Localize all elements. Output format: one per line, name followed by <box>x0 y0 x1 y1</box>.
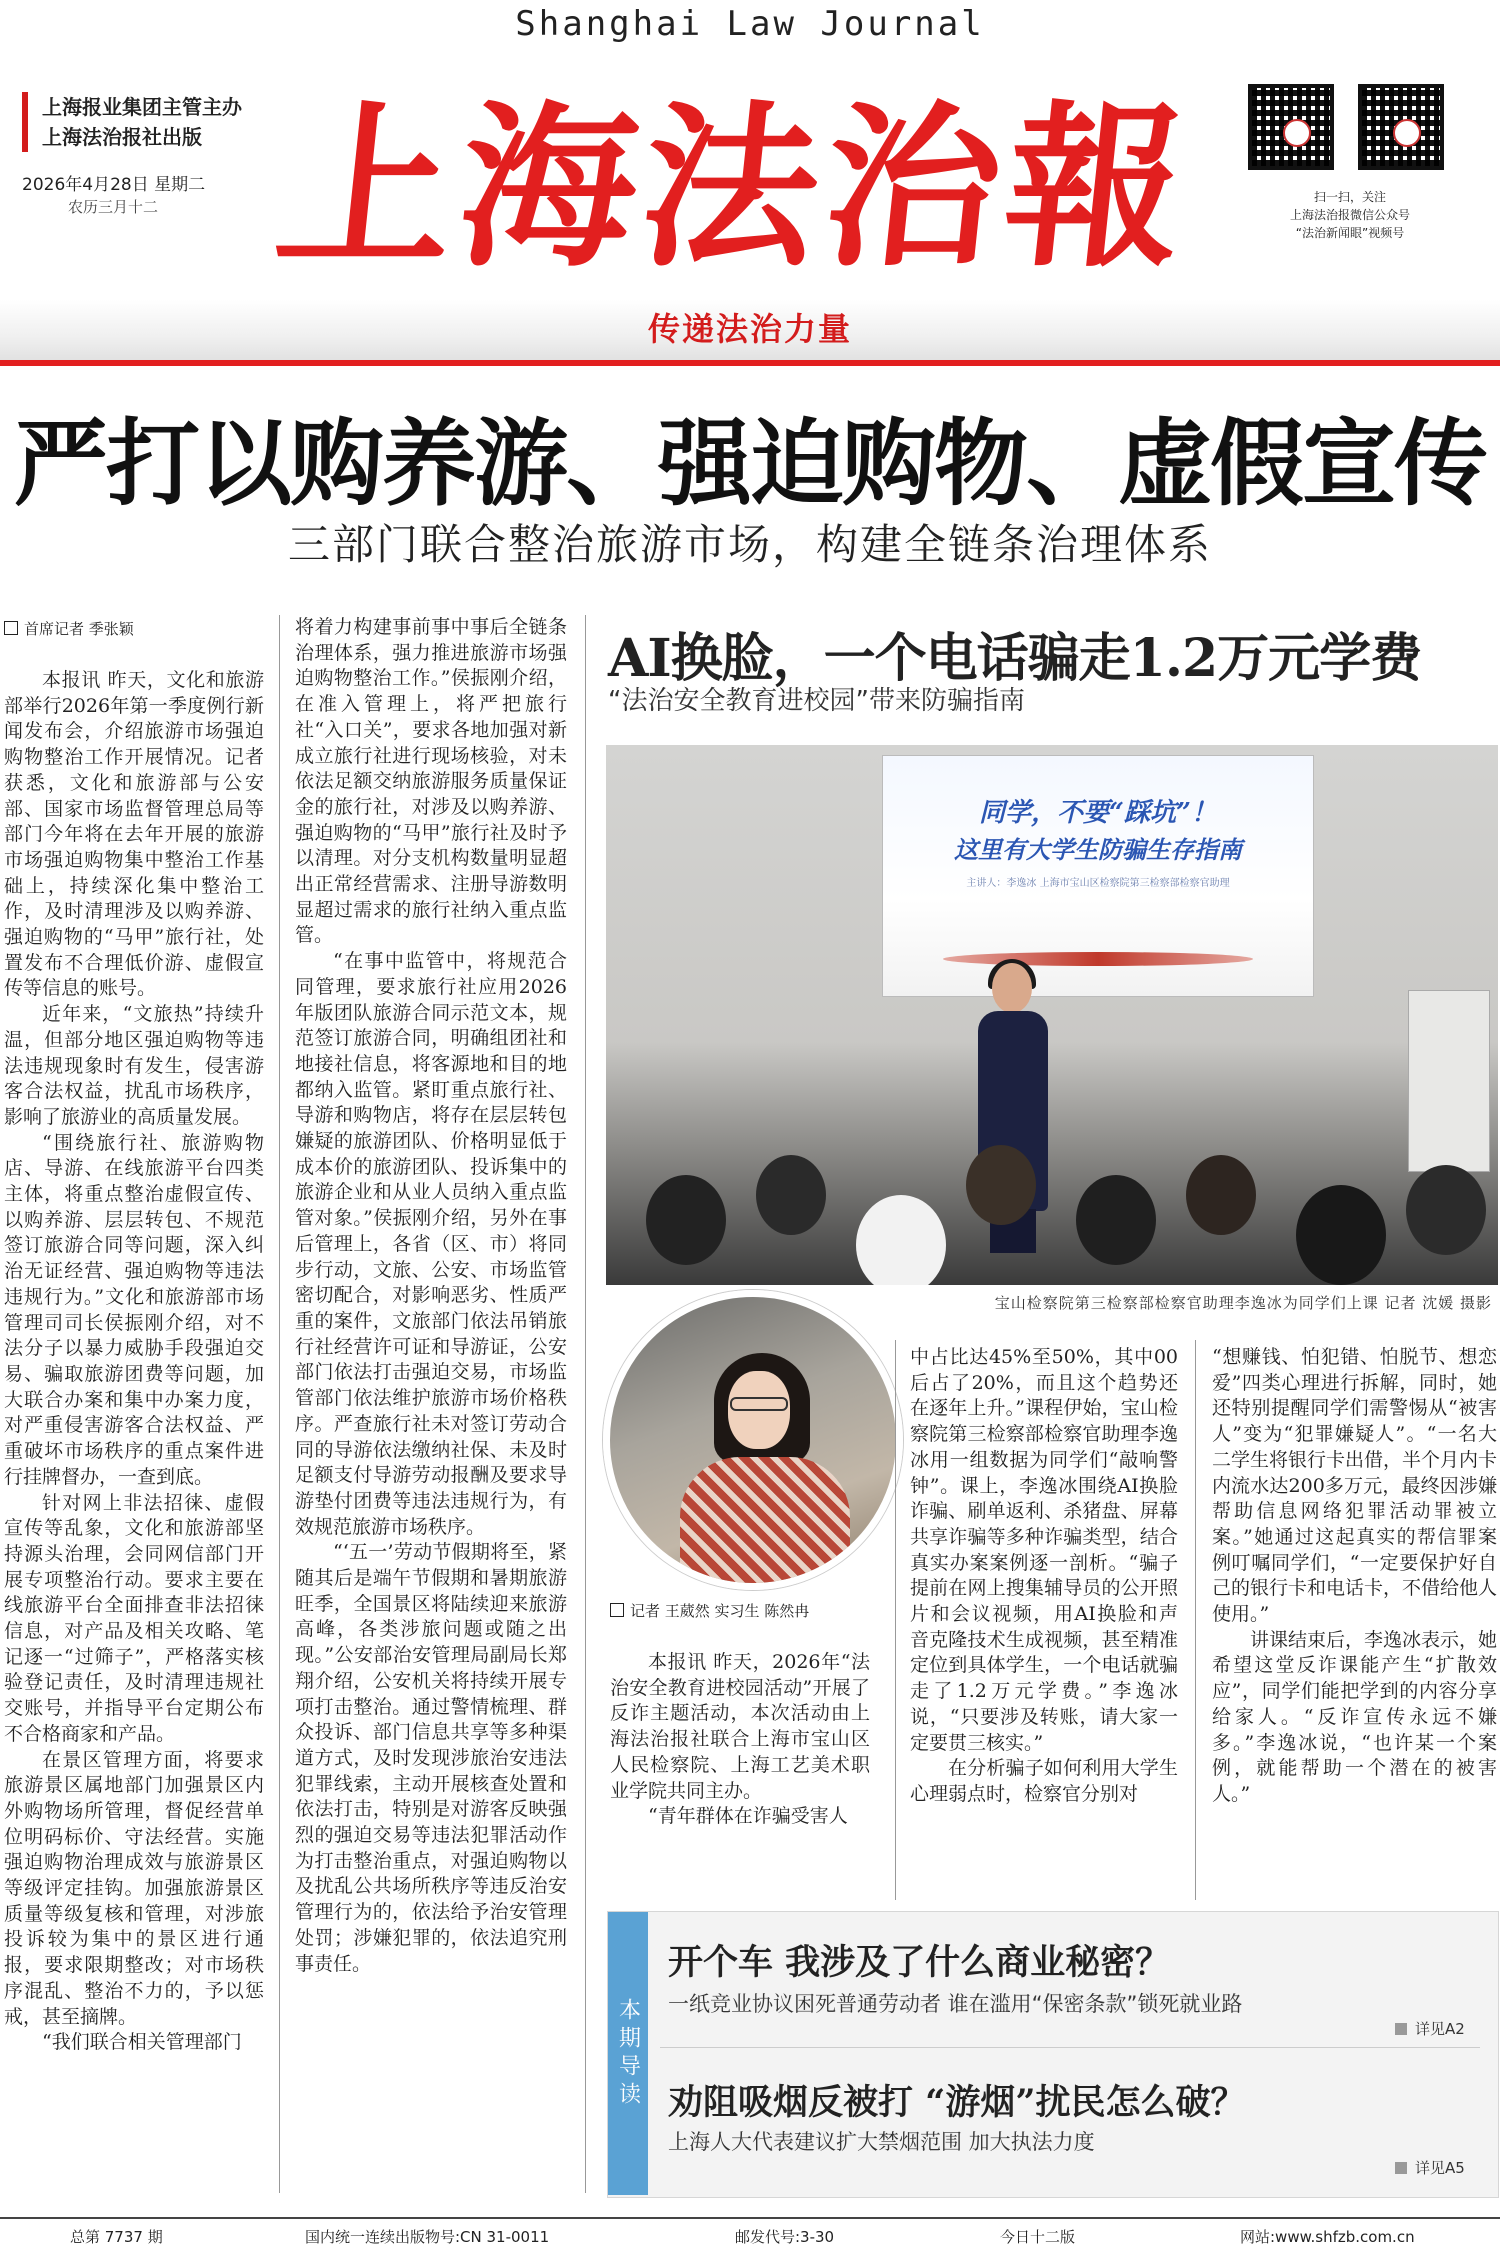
footer-page-count: 今日十二版 <box>1000 2228 1076 2246</box>
lead-subhead: 三部门联合整治旅游市场，构建全链条治理体系 <box>287 520 1212 569</box>
paragraph: 本报讯 昨天，2026年“法治安全教育进校园活动”开展了反诈主题活动，本次活动由上海法治报社联合上海市宝山区人民检察院、上海工艺美术职业学院共同主办。 <box>610 1651 870 1802</box>
second-byline <box>610 1600 809 1621</box>
student-circle-photo <box>603 1290 903 1590</box>
paragraph: 针对网上非法招徕、虚假宣传等乱象，文化和旅游部坚持源头治理，会同网信部门开展专项整治行动。要求主要在线旅游平台全面排查非法招徕信息，对产品及相关攻略、笔记逐一“过筛子”，严格落实核验登记责任，及时清理违规社交账号，并指导平台定期公布不合格商家和产品。 <box>4 1491 264 1745</box>
in-this-issue-tab: 本期导读 <box>608 1912 648 2195</box>
column-rule <box>895 1340 896 1900</box>
footer-rule <box>0 2217 1500 2219</box>
projector-screen <box>882 755 1314 997</box>
paragraph: “想赚钱、怕犯错、怕脱节、想恋爱”四类心理进行拆解，同时，她还特别提醒同学们需警惕从“被害人”变为“犯罪嫌疑人”。“一名大二学生将银行卡出借，半个月内卡内流水达200多万元，最终因涉嫌帮助信息网络犯罪活动罪被立案。”她通过这起真实的帮信罪案例叮嘱同学们，“一定要保护好自己的银行卡和电话卡，不借给他人使用。” <box>1212 1346 1497 1626</box>
footer-website-link[interactable]: 网站:www.shfzb.com.cn <box>1240 2228 1415 2246</box>
second-column-c <box>1212 1345 1497 1905</box>
second-story-subtitle: “法治安全教育进校园”带来防骗指南 <box>608 686 1025 716</box>
paragraph: 在分析骗子如何利用大学生心理弱点时，检察官分别对 <box>910 1757 1178 1805</box>
preview-see-page-link[interactable] <box>1395 2018 1465 2039</box>
slide-title-line-2: 这里有大学生防骗生存指南 <box>954 835 1242 864</box>
paragraph: “在事中监管中，将规范合同管理，要求旅行社应用2026年版团队旅游合同示范文本，规范签订旅游合同，明确组团社和地接社信息，将客源地和目的地都纳入监管。紧盯重点旅行社、导游和购物店，将存在层层转包嫌疑的旅游团队、价格明显低于成本价的旅游团队、投诉集中的旅游企业和从业人员纳入重点监管对象。”侯振刚介绍，另外在事后管理上，各省（区、市）将同步行动，文旅、公安、市场监管密切配合，对影响恶劣、性质严重的案件，文旅部门依法吊销旅行社经营许可证和导游证，公安部门依法打击强迫交易，市场监管部门依法维护旅游市场价格秩序。严查旅行社未对签订劳动合同的导游依法缴纳社保、未及时足额支付导游劳动报酬及要求导游垫付团费等违法违规行为，有效规范旅游市场秩序。 <box>295 950 567 1538</box>
english-title: Shanghai Law Journal <box>515 4 985 44</box>
paragraph: 将着力构建事前事中事后全链条治理体系，强力推进旅游市场强迫购物整治工作。”侯振刚介绍，在准入管理上，将严把旅行社“入口关”，要求各地加强对新成立旅行社进行现场核验，对未依法足额交纳旅游服务质量保证金的旅行社，对涉及以购养游、强迫购物的“马甲”旅行社及时予以清理。对分支机构数量明显超出正常经营需求、注册导游数明显超过需求的旅行社纳入重点监管。 <box>295 616 567 947</box>
preview-item-title[interactable]: 开个车 我涉及了什么商业秘密？ <box>668 1942 1171 1983</box>
issue-date: 2026年4月28日 星期二 <box>22 175 206 195</box>
second-column-a <box>610 1650 870 1910</box>
see-page-label: 详见A2 <box>1415 2020 1465 2038</box>
byline-text: 首席记者 季张颖 <box>24 620 134 638</box>
second-story-title[interactable]: AI换脸，一个电话骗走1.2万元学费 <box>608 628 1422 689</box>
lead-byline <box>4 618 134 639</box>
preview-divider <box>660 2047 1480 2048</box>
paragraph: 本报讯 昨天，文化和旅游部举行2026年第一季度例行新闻发布会，介绍旅游市场强迫购物整治工作开展情况。记者获悉，文化和旅游部与公安部、国家市场监督管理总局等部门今年将在去年开展的旅游市场强迫购物集中整治工作基础上，持续深化集中整治工作，及时清理涉及以购养游、强迫购物的“马甲”旅行社，处置发布不合理低价游、虚假宣传等信息的账号。 <box>4 669 264 1000</box>
square-bullet-icon <box>1395 2023 1407 2035</box>
column-rule <box>585 615 586 2193</box>
square-bullet-icon <box>1395 2162 1407 2174</box>
photo-caption: 宝山检察院第三检察部检察官助理李逸冰为同学们上课 记者 沈媛 摄影 <box>994 1294 1492 1312</box>
qr-caption <box>1240 188 1460 242</box>
lunar-date: 农历三月十二 <box>68 198 159 216</box>
lead-column-2 <box>295 615 567 2195</box>
paragraph: 讲课结束后，李逸冰表示，她希望这堂反诈课能产生“扩散效应”，同学们能把学到的内容分享给家人。“反诈宣传永远不嫌多。”李逸冰说，“也许某一个案例，就能帮助一个潜在的被害人。” <box>1212 1628 1497 1805</box>
paragraph: “我们联合相关管理部门 <box>42 2031 242 2054</box>
slide-subtitle: 主讲人：李逸冰 上海市宝山区检察院第三检察部检察官助理 <box>966 878 1230 889</box>
lead-headline[interactable]: 严打以购养游、强迫购物、虚假宣传 <box>13 409 1486 519</box>
lead-column-1 <box>4 668 264 2168</box>
paragraph: 在景区管理方面，将要求旅游景区属地部门加强景区内外购物场所管理，督促经营单位明码标价、守法经营。实施强迫购物治理成效与旅游景区等级评定挂钩。加强旅游景区质量等级复核和管理，对涉旅投诉较为集中的景区进行通报，要求限期整改；对市场秩序混乱、整治不力的，予以惩戒，甚至摘牌。 <box>4 1748 264 2028</box>
qr-caption-line: 上海法治报微信公众号 <box>1289 208 1410 222</box>
publisher-line: 上海报业集团主管主办 <box>42 95 242 119</box>
preview-item-subtitle: 一纸竞业协议困死普通劳动者 谁在滥用“保密条款”锁死就业路 <box>668 1992 1243 2016</box>
column-rule <box>279 615 280 2193</box>
footer-issue-number: 总第 7737 期 <box>70 2228 163 2246</box>
paragraph: “青年群体在诈骗受害人 <box>648 1805 848 1828</box>
slide-title-line-1: 同学，不要“踩坑”！ <box>979 798 1217 828</box>
audience <box>606 1135 1498 1285</box>
qr-caption-line: “法治新闻眼”视频号 <box>1295 226 1405 240</box>
paragraph: 近年来，“文旅热”持续升温，但部分地区强迫购物等违法违规现象时有发生，侵害游客合法权益，扰乱市场秩序，影响了旅游业的高质量发展。 <box>4 1003 264 1128</box>
wechat-qr-code-icon[interactable] <box>1248 84 1334 170</box>
paragraph: 中占比达45%至50%，其中00后占了20%，而且这个趋势还在逐年上升。”课程伊始，宝山检察院第三检察部检察官助理李逸冰用一组数据为同学们“敲响警钟”。课上，李逸冰围绕AI换脸诈骗、刷单返利、杀猪盘、屏幕共享诈骗等多种诈骗类型，结合真实办案案例逐一剖析。“骗子提前在网上搜集辅导员的公开照片和会议视频，用AI换脸和声音克隆技术生成视频，甚至精准定位到具体学生，一个电话就骗走了1.2万元学费。”李逸冰说，“只要涉及转账，请大家一定要贯三核实。” <box>910 1346 1178 1754</box>
preview-item-title[interactable]: 劝阻吸烟反被打 “游烟”扰民怎么破？ <box>668 2082 1246 2123</box>
byline-text: 记者 王葳然 实习生 陈然冉 <box>630 1602 810 1620</box>
see-page-label: 详见A5 <box>1415 2159 1465 2177</box>
byline-box-icon <box>4 621 18 635</box>
paragraph: “围绕旅行社、旅游购物店、导游、在线旅游平台四类主体，将重点整治虚假宣传、以购养游、层层转包、不规范签订旅游合同等问题，深入纠治无证经营、强迫购物等违法违规行为。”文化和旅游部市场管理司司长侯振刚介绍，对不法分子以暴力威胁手段强迫交易、骗取旅游团费等问题，加大联合办案和集中办案力度，对严重侵害游客合法权益、严重破坏市场秩序的重点案件进行挂牌督办，一查到底。 <box>4 1131 264 1488</box>
newspaper-masthead-logo: 上海法治報 <box>267 83 1200 291</box>
footer-cn-number: 国内统一连续出版物号:CN 31-0011 <box>305 2228 550 2246</box>
byline-box-icon <box>610 1603 624 1617</box>
preview-see-page-link[interactable] <box>1395 2157 1465 2178</box>
preview-item-subtitle: 上海人大代表建议扩大禁烟范围 加大执法力度 <box>668 2130 1095 2154</box>
lecture-photo <box>606 745 1498 1285</box>
footer-postal-code: 邮发代号:3-30 <box>735 2228 835 2246</box>
paragraph: “‘五一’劳动节假期将至，紧随其后是端午节假期和暑期旅游旺季，全国景区将陆续迎来旅游高峰，各类涉旅问题或随之出现。”公安部治安管理局副局长郑翔介绍，公安机关将持续开展专项打击整治。通过警情梳理、群众投诉、部门信息共享等多种渠道方式，及时发现涉旅治安违法犯罪线索，主动开展核查处置和依法打击，特别是对游客反映强烈的强迫交易等违法犯罪活动作为打击整治重点，对强迫购物以及扰乱公共场所秩序等违反治安管理行为的，依法给予治安管理处罚；涉嫌犯罪的，依法追究刑事责任。 <box>295 1541 567 1975</box>
qr-caption-line: 扫一扫，关注 <box>1313 190 1386 204</box>
slogan: 传递法治力量 <box>647 310 852 348</box>
publisher-line: 上海法治报社出版 <box>42 125 202 149</box>
second-column-b <box>910 1345 1178 1905</box>
video-qr-code-icon[interactable] <box>1358 84 1444 170</box>
publisher-info <box>22 92 242 152</box>
column-rule <box>1195 1340 1196 1900</box>
